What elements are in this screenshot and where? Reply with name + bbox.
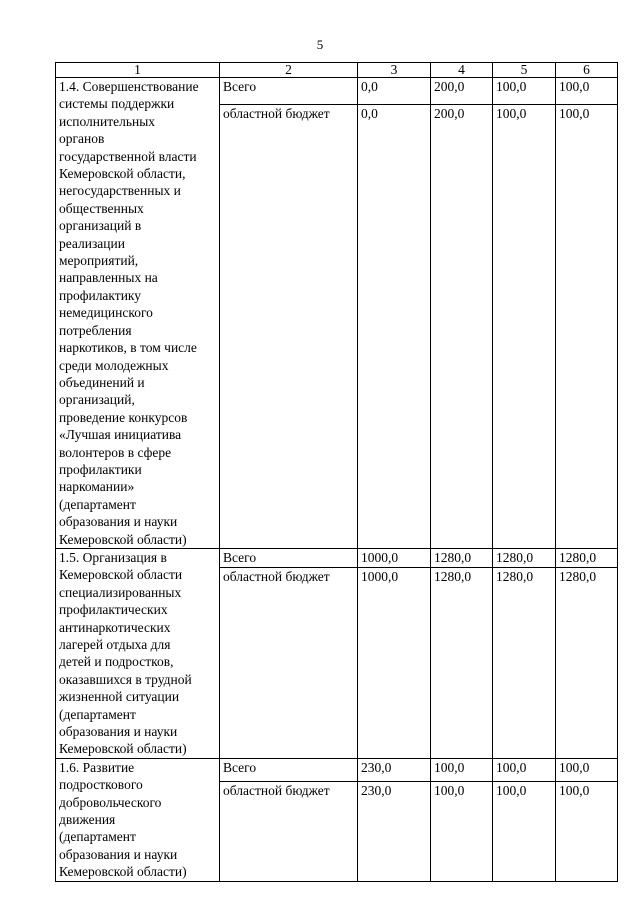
- value-cell: 230,0: [358, 781, 431, 881]
- header-row: [56, 63, 618, 78]
- value-cell: 0,0: [358, 78, 431, 105]
- value-cell: 100,0: [556, 104, 618, 548]
- value-cell: 1280,0: [431, 548, 493, 567]
- value-cell: 1280,0: [431, 567, 493, 758]
- value-cell: 1280,0: [556, 548, 618, 567]
- funding-source-total: Всего: [220, 548, 358, 567]
- column-header: 1: [56, 63, 220, 78]
- table-row: [56, 78, 618, 105]
- value-cell: 100,0: [493, 781, 556, 881]
- value-cell: 1280,0: [493, 548, 556, 567]
- measure-description: 1.5. Организация в Кемеровской области специализированных профилактических антинаркотических лагерей отдыха для детей и подростков, оказавшихся в трудной жизненной ситуации (департамент образования и науки Кемеровской области): [56, 548, 220, 758]
- funding-source-regional: областной бюджет: [220, 104, 358, 548]
- column-header: 4: [431, 63, 493, 78]
- table-row: [56, 548, 618, 567]
- value-cell: 200,0: [431, 104, 493, 548]
- table-row: [56, 758, 618, 781]
- value-cell: 100,0: [493, 758, 556, 781]
- funding-source-regional: областной бюджет: [220, 567, 358, 758]
- value-cell: 100,0: [493, 78, 556, 105]
- value-cell: 100,0: [556, 781, 618, 881]
- funding-source-regional: областной бюджет: [220, 781, 358, 881]
- column-header: 6: [556, 63, 618, 78]
- value-cell: 1280,0: [556, 567, 618, 758]
- measure-description: 1.6. Развитие подросткового добровольческого движения (департамент образования и науки Кемеровской области): [56, 758, 220, 881]
- value-cell: 1280,0: [493, 567, 556, 758]
- value-cell: 100,0: [493, 104, 556, 548]
- value-cell: 0,0: [358, 104, 431, 548]
- value-cell: 1000,0: [358, 567, 431, 758]
- value-cell: 1000,0: [358, 548, 431, 567]
- column-header: 2: [220, 63, 358, 78]
- value-cell: 100,0: [431, 758, 493, 781]
- value-cell: 230,0: [358, 758, 431, 781]
- value-cell: 100,0: [556, 78, 618, 105]
- funding-source-total: Всего: [220, 758, 358, 781]
- page-number: 5: [316, 37, 324, 52]
- column-header: 5: [493, 63, 556, 78]
- measure-description: 1.4. Совершенствование системы поддержки исполнительных органов государственной власти Кемеровской области, негосударственных и общественных организаций в реализации мероприятий, направленных на профилактику немедицинского потребления наркотиков, в том числе среди молодежных объединений и организаций, проведение конкурсов «Лучшая инициатива волонтеров в сфере профилактики наркомании» (департамент образования и науки Кемеровской области): [56, 78, 220, 549]
- budget-table: [55, 62, 618, 882]
- funding-source-total: Всего: [220, 78, 358, 105]
- value-cell: 200,0: [431, 78, 493, 105]
- column-header: 3: [358, 63, 431, 78]
- value-cell: 100,0: [556, 758, 618, 781]
- value-cell: 100,0: [431, 781, 493, 881]
